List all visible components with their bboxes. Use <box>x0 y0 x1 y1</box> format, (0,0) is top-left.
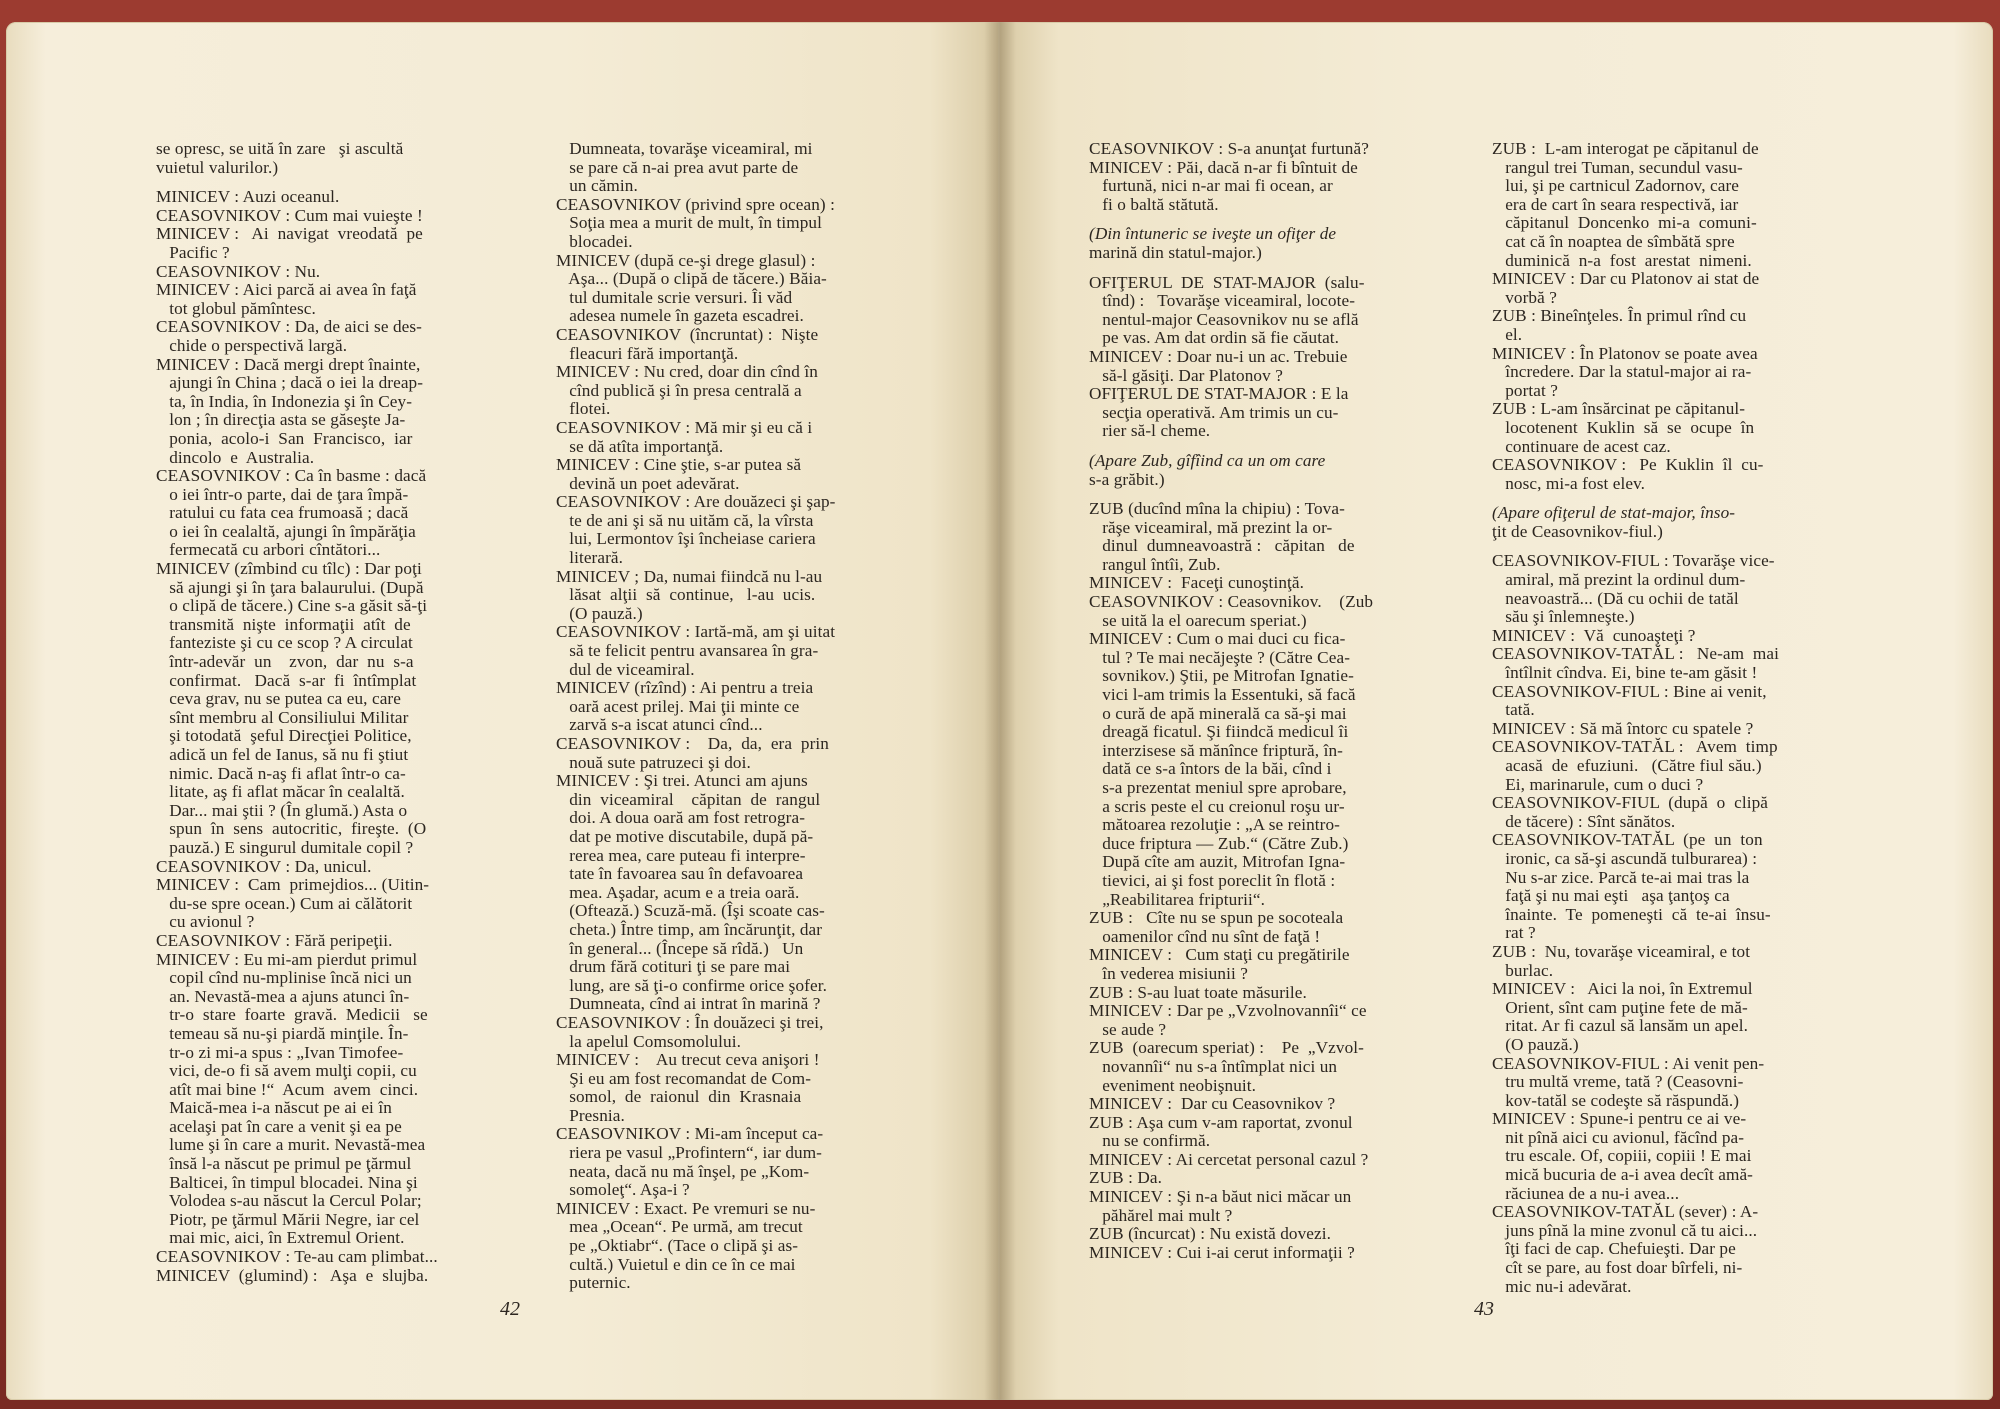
text-line: CEASOVNIKOV : Cum mai vuieşte ! <box>156 205 423 225</box>
text-line: nimic. Dacă n-aş fi aflat într-o ca- <box>156 763 406 783</box>
text-line: CEASOVNIKOV : Pe Kuklin îl cu- <box>1492 455 1764 475</box>
text-line: dinul dumneavoastră : căpitan de <box>1089 536 1355 556</box>
text-line: acasă de efuziuni. (Către fiul său.) <box>1492 756 1762 775</box>
text-line: secţia operativă. Am trimis un cu- <box>1089 402 1339 422</box>
text-line: MINICEV ; Da, numai fiindcă nu l-au <box>556 566 823 586</box>
text-line: Dumneata, tovarăşe viceamiral, mi <box>556 139 813 158</box>
text-line: CEASOVNIKOV-FIUL : Ai venit pen- <box>1492 1053 1765 1073</box>
text-line: din viceamiral căpitan de rangul <box>556 789 821 809</box>
text-line: te de ani şi să nu uităm că, la vîrsta <box>556 510 814 530</box>
page-right <box>999 22 1993 1400</box>
text-line: s-a grăbit.) <box>1089 469 1165 489</box>
text-line: pauză.) E singurul dumitale copil ? <box>156 837 414 857</box>
text-line: Dar... mai ştii ? (În glumă.) Asta o <box>156 800 408 820</box>
text-line: CEASOVNIKOV : Ca în basme : dacă <box>156 466 427 486</box>
text-line: se pare că n-ai prea avut parte de <box>556 157 799 177</box>
text-line: MINICEV (zîmbind cu tîlc) : Dar poţi <box>156 559 422 579</box>
text-line: ironic, ca să-şi ascundă tulburarea) : <box>1492 848 1758 868</box>
left-column-1 <box>156 140 438 1285</box>
text-line: (Din întuneric se iveşte un ofiţer de <box>1089 224 1337 244</box>
text-line: ZUB (încurcat) : Nu există dovezi. <box>1089 1224 1332 1244</box>
text-line: CEASOVNIKOV-FIUL : Bine ai venit, <box>1492 681 1767 701</box>
text-line: CEASOVNIKOV : S-a anunţat furtună? <box>1089 139 1369 158</box>
text-line: MINICEV (după ce-şi drege glasul) : <box>556 250 816 270</box>
text-line: CEASOVNIKOV : Iartă-mă, am şi uitat <box>556 622 836 642</box>
text-line: cheta.) Între timp, am încărunţit, dar <box>556 919 823 939</box>
text-line: el. <box>1492 324 1523 344</box>
text-line: ZUB (ducînd mîna la chipiu) : Tova- <box>1089 499 1345 519</box>
text-line: Aşa... (După o clipă de tăcere.) Băia- <box>556 269 827 289</box>
text-line: tr-o stare foarte gravă. Medicii se <box>156 1005 428 1025</box>
text-line: CEASOVNIKOV : Are douăzeci şi şap- <box>556 492 836 512</box>
text-line: tul dumitale scrie versuri. Îi văd <box>556 287 793 307</box>
text-line: juns pînă la mine zvonul că tu aici... <box>1492 1220 1758 1240</box>
text-line: MINICEV : Exact. Pe vremuri se nu- <box>556 1198 816 1218</box>
text-line: rier să-l cheme. <box>1089 421 1211 441</box>
text-line: însă l-a născut pe primul pe ţărmul <box>156 1154 412 1174</box>
text-line: copil cînd nu-mplinise încă nici un <box>156 968 412 988</box>
text-line: tînd) : Tovarăşe viceamiral, locote- <box>1089 291 1356 311</box>
text-line: CEASOVNIKOV-TATĂL (sever) : A- <box>1492 1202 1759 1222</box>
text-line: MINICEV : Cum o mai duci cu fica- <box>1089 629 1346 649</box>
text-line: MINICEV : Cam primejdios... (Uitin- <box>156 875 430 895</box>
text-line: pe „Oktiabr“. (Tace o clipă şi as- <box>556 1236 799 1256</box>
text-line: cat că în noaptea de sîmbătă spre <box>1492 231 1735 251</box>
text-line: somol, de raionul din Krasnaia <box>556 1087 802 1107</box>
text-line: MINICEV : Au trecut ceva anişori ! <box>556 1050 820 1070</box>
text-line: Presnia. <box>556 1105 625 1125</box>
text-line: să-l găsiţi. Dar Platonov ? <box>1089 365 1283 385</box>
text-line: Nu s-ar zice. Parcă te-ai mai tras la <box>1492 867 1750 887</box>
text-line: drum fără cotituri ţi se pare mai <box>556 957 791 977</box>
text-line: înainte. Te pomeneşti că te-ai însu- <box>1492 904 1771 924</box>
text-line: mea. Aşadar, acum e a treia oară. <box>556 882 800 902</box>
text-line: MINICEV : Aici la noi, în Extremul <box>1492 979 1753 999</box>
text-line: CEASOVNIKOV : Fără peripeţii. <box>156 930 393 950</box>
text-line: ZUB : Cîte nu se spun pe socoteala <box>1089 908 1344 928</box>
text-line: ZUB : S-au luat toate măsurile. <box>1089 982 1307 1002</box>
text-line: litate, aş fi aflat măcar în cealaltă. <box>156 782 405 802</box>
text-line: CEASOVNIKOV : În douăzeci şi trei, <box>556 1012 824 1032</box>
text-line: MINICEV (rîzînd) : Ai pentru a treia <box>556 678 814 698</box>
text-line: puternic. <box>556 1273 631 1293</box>
text-line: să te felicit pentru avansarea în gra- <box>556 641 819 661</box>
text-line: dat pe motive discutabile, după pă- <box>556 826 814 846</box>
text-line: MINICEV : Vă cunoaşteţi ? <box>1492 625 1696 645</box>
text-line: mea „Ocean“. Pe urmă, am trecut <box>556 1217 803 1237</box>
text-line: în vederea misiunii ? <box>1089 963 1248 983</box>
text-line: vorbă ? <box>1492 287 1557 307</box>
right-column-2 <box>1492 140 1779 1296</box>
text-line: o clipă de tăcere.) Cine s-a găsit să-ţi <box>156 596 428 616</box>
text-line: fanteziste şi cu ce scop ? A circulat <box>156 633 413 653</box>
text-line: vici, de-o fi să avem mulţi copii, cu <box>156 1061 417 1081</box>
text-line: rat ? <box>1492 923 1536 943</box>
text-line: CEASOVNIKOV : Da, da, era prin <box>556 734 829 753</box>
text-line: marină din statul-major.) <box>1089 242 1262 262</box>
text-line: duce friptura — Zub.“ (Către Zub.) <box>1089 833 1349 853</box>
page-left <box>6 22 999 1400</box>
text-line: (Apare Zub, gîfîind ca un om care <box>1089 450 1326 470</box>
text-line: nentul-major Ceasovnikov nu se află <box>1089 309 1359 329</box>
text-line: literară. <box>556 548 624 568</box>
text-line: neavoastră... (Dă cu ochii de tatăl <box>1492 588 1739 608</box>
text-line: se dă atîta importanţă. <box>556 436 724 456</box>
text-line: MINICEV : Şi n-a băut nici măcar un <box>1089 1187 1352 1207</box>
text-line: tot globul pămîntesc. <box>156 298 316 318</box>
text-line: MINICEV : Spune-i pentru ce ai ve- <box>1492 1109 1747 1129</box>
text-line: devină un poet adevărat. <box>556 473 740 493</box>
text-line: ZUB : Bineînţeles. În primul rînd cu <box>1492 306 1747 326</box>
text-line: era de cart în seara respectivă, iar <box>1492 194 1739 214</box>
text-line: CEASOVNIKOV : Mi-am început ca- <box>556 1124 824 1144</box>
text-line: întîlnit cîndva. Ei, bine te-am găsit ! <box>1492 663 1758 683</box>
text-line: CEASOVNIKOV : Nu. <box>156 261 321 281</box>
text-line: CEASOVNIKOV : Da, de aici se des- <box>156 317 422 337</box>
text-line: MINICEV : Dar pe „Vzvolnovannîi“ ce <box>1089 1001 1367 1021</box>
text-line: fi o baltă stătută. <box>1089 194 1219 214</box>
text-line: adică un fel de Ianus, să nu fi ştiut <box>156 745 409 764</box>
text-line: Dumneata, cînd ai intrat în marină ? <box>556 994 821 1014</box>
page-number-left: 42 <box>500 1298 520 1320</box>
text-line: CEASOVNIKOV-FIUL : Tovarăşe vice- <box>1492 551 1775 571</box>
text-line: MINICEV : Aici parcă ai avea în faţă <box>156 280 417 300</box>
text-line: CEASOVNIKOV : Ceasovnikov. (Zub <box>1089 592 1374 612</box>
text-line: cît se pare, au fost doar bîrfeli, ni- <box>1492 1258 1743 1278</box>
text-line: nouă sute patruzeci şi doi. <box>556 752 751 772</box>
text-line: într-adevăr un zvon, dar nu s-a <box>156 652 414 672</box>
text-line: cînd publică şi în presa centrală a <box>556 380 802 400</box>
text-line: novannîi“ nu s-a întîmplat nici un <box>1089 1056 1338 1076</box>
text-line: ZUB : Da. <box>1089 1168 1162 1188</box>
text-line: zarvă s-a iscat atunci cînd... <box>556 715 763 735</box>
text-line: nu se confirmă. <box>1089 1131 1211 1151</box>
text-line: tru multă vreme, tată ? (Ceasovni- <box>1492 1072 1744 1092</box>
text-line: dreagă ficatul. Şi fiindcă medicul îi <box>1089 722 1349 742</box>
text-line: rangul întîi, Zub. <box>1089 554 1221 574</box>
text-line: MINICEV : Nu cred, doar din cînd în <box>556 362 818 382</box>
text-line: CEASOVNIKOV : Mă mir şi eu că i <box>556 417 813 437</box>
text-line: să ajungi şi în ţara balaurului. (După <box>156 577 424 597</box>
text-line: MINICEV : Dar cu Ceasovnikov ? <box>1089 1094 1336 1114</box>
text-line: eveniment neobişnuit. <box>1089 1075 1257 1095</box>
text-line: tul ? Te mai necăjeşte ? (Către Cea- <box>1089 647 1351 667</box>
text-line: mică bucuria de a-i avea decît amă- <box>1492 1165 1753 1185</box>
text-line: blocadei. <box>556 231 633 251</box>
text-line: se opresc, se uită în zare şi ascultă <box>156 139 404 158</box>
text-line: mai mic, aici, în Extremul Orient. <box>156 1228 405 1248</box>
text-line: lui, şi pe cartnicul Zadornov, care <box>1492 176 1740 196</box>
text-line: ponia, acolo-i San Francisco, iar <box>156 428 413 448</box>
text-line: (Apare ofiţerul de stat-major, înso- <box>1492 503 1736 523</box>
text-line: MINICEV : Dacă mergi drept înainte, <box>156 354 421 374</box>
text-line: lung, are să ţi-o confirme orice şofer. <box>556 975 827 995</box>
text-line: lon ; în direcţia asta se găseşte Ja- <box>156 410 406 430</box>
text-line: atît mai bine !“ Acum avem cinci. <box>156 1079 419 1099</box>
text-line: pe vas. Am dat ordin să fie căutat. <box>1089 328 1340 348</box>
text-line: sovnikov.) Ştii, pe Mitrofan Ignatie- <box>1089 666 1354 686</box>
text-line: „Reabilitarea fripturii“. <box>1089 889 1266 909</box>
text-line: cultă.) Vuietul e din ce în ce mai <box>556 1254 796 1274</box>
text-line: MINICEV : Doar nu-i un ac. Trebuie <box>1089 346 1348 366</box>
text-line: MINICEV : Eu mi-am pierdut primul <box>156 949 418 969</box>
text-line: CEASOVNIKOV-TATĂL : Avem timp <box>1492 737 1778 757</box>
text-line: mătoarea rezoluţie : „A se reintro- <box>1089 815 1340 835</box>
text-line: de tăcere) : Sînt sănătos. <box>1492 811 1676 831</box>
text-line: neata, dacă nu mă înşel, pe „Kom- <box>556 1161 810 1181</box>
text-line: MINICEV : Auzi oceanul. <box>156 187 340 207</box>
text-line: CEASOVNIKOV-TATĂL : Ne-am mai <box>1492 644 1779 664</box>
text-line: ZUB : Nu, tovarăşe viceamiral, e tot <box>1492 941 1751 961</box>
text-line: dul de viceamiral. <box>556 659 695 679</box>
text-line: MINICEV : Păi, dacă n-ar fi bîntuit de <box>1089 157 1358 177</box>
text-line: Şi eu am fost recomandat de Com- <box>556 1068 812 1088</box>
text-line: flotei. <box>556 399 611 419</box>
left-column-2 <box>556 140 835 1293</box>
text-line: MINICEV : Faceţi cunoştinţă. <box>1089 573 1305 593</box>
text-line: Ei, marinarule, cum o duci ? <box>1492 774 1704 794</box>
text-line: ZUB : L-am interogat pe căpitanul de <box>1492 139 1759 158</box>
text-line: şi totodată şeful Direcţiei Politice, <box>156 726 412 746</box>
text-line: MINICEV : Cum staţi cu pregătirile <box>1089 945 1350 965</box>
text-line: CEASOVNIKOV (încruntat) : Nişte <box>556 324 819 344</box>
text-line: ZUB : L-am însărcinat pe căpitanul- <box>1492 399 1746 419</box>
text-line: tievici, ai şi fost poreclit în flotă : <box>1089 870 1336 890</box>
text-line: se uită la el oarecum speriat.) <box>1089 610 1307 630</box>
text-line: interzisese să mănînce friptură, în- <box>1089 740 1343 760</box>
text-line: (O pauză.) <box>1492 1034 1579 1054</box>
text-line: CEASOVNIKOV : Da, unicul. <box>156 856 372 876</box>
text-line: CEASOVNIKOV : Te-au cam plimbat... <box>156 1247 438 1267</box>
text-line: rangul trei Tuman, secundul vasu- <box>1492 157 1743 177</box>
text-line: ZUB (oarecum speriat) : Pe „Vzvol- <box>1089 1038 1364 1058</box>
text-line: tată. <box>1492 700 1535 720</box>
text-line: du-se spre ocean.) Cum ai călătorit <box>156 893 413 913</box>
text-line: tr-o zi mi-a spus : „Ivan Timofee- <box>156 1042 404 1062</box>
text-line: MINICEV : Şi trei. Atunci am ajuns <box>556 771 808 791</box>
page-number-right: 43 <box>1474 1298 1494 1320</box>
text-line: (O pauză.) <box>556 603 643 623</box>
text-line: nosc, mi-a fost elev. <box>1492 473 1646 493</box>
text-line: spun în sens autocritic, fireşte. (O <box>156 819 427 839</box>
text-line: oară acest prilej. Mai ţii minte ce <box>556 696 800 716</box>
text-line: După cîte am auzit, Mitrofan Igna- <box>1089 852 1346 872</box>
text-line: oamenilor cînd nu sînt de faţă ! <box>1089 926 1321 946</box>
text-line: cu avionul ? <box>156 912 255 932</box>
text-line: Balticei, în timpul blocadei. Nina şi <box>156 1172 418 1192</box>
text-line: un cămin. <box>556 176 638 196</box>
text-line: dată ce s-a întors de la băi, cînd i <box>1089 759 1332 779</box>
text-line: somoleţ“. Aşa-i ? <box>556 1180 690 1200</box>
text-line: amiral, mă prezint la ordinul dum- <box>1492 570 1746 590</box>
text-line: adesea numele în gazeta escadrei. <box>556 306 804 326</box>
text-line: fermecată cu arbori cîntători... <box>156 540 381 560</box>
text-line <box>1089 263 1373 274</box>
text-line: căpitanul Doncenko mi-a comuni- <box>1492 213 1757 233</box>
text-line: MINICEV : Ai cercetat personal cazul ? <box>1089 1149 1369 1169</box>
text-line: OFIŢERUL DE STAT-MAJOR (salu- <box>1089 272 1365 292</box>
text-line: lui, Lermontov îşi încheiase cariera <box>556 529 816 549</box>
text-line: doi. A doua oară am fost retrogra- <box>556 808 806 828</box>
text-line: ritat. Ar fi cazul să lansăm un apel. <box>1492 1016 1748 1036</box>
text-line: CEASOVNIKOV-FIUL (după o clipă <box>1492 793 1769 813</box>
text-line: dincolo e Australia. <box>156 447 315 467</box>
text-line: confirmat. Dacă s-ar fi întîmplat <box>156 670 417 690</box>
text-line: MINICEV : Dar cu Platonov ai stat de <box>1492 269 1760 289</box>
right-column-1 <box>1089 140 1373 1262</box>
text-line: locotenent Kuklin să se ocupe în <box>1492 417 1755 437</box>
text-line: transmită nişte informaţii atît de <box>156 614 411 634</box>
text-line: rerea mea, care puteau fi interpre- <box>556 845 806 865</box>
text-line: vici l-am trimis la Essentuki, să facă <box>1089 685 1356 705</box>
text-line: continuare de acest caz. <box>1492 436 1671 456</box>
text-line: MINICEV : În Platonov se poate avea <box>1492 343 1758 363</box>
text-line: o cură de apă minerală ca să-şi mai <box>1089 703 1347 723</box>
text-line: la apelul Comsomolului. <box>556 1031 741 1051</box>
text-line: răciunea de a nu-i avea... <box>1492 1183 1680 1203</box>
text-line: fleacuri fără importanţă. <box>556 343 739 363</box>
text-line: Pacific ? <box>156 242 230 262</box>
text-line: MINICEV : Ai navigat vreodată pe <box>156 224 423 244</box>
text-line: Volodea s-au născut la Cercul Polar; <box>156 1191 422 1211</box>
text-line: sînt membru al Consiliului Militar <box>156 707 409 727</box>
text-line: îţi faci de cap. Chefuieşti. Dar pe <box>1492 1239 1736 1259</box>
text-line: Orient, sînt cam puţine fete de mă- <box>1492 997 1748 1017</box>
text-line: chide o perspectivă largă. <box>156 335 348 355</box>
text-line: o iei într-o parte, dai de ţara împă- <box>156 484 409 504</box>
text-line: ţit de Ceasovnikov-fiul.) <box>1492 521 1664 541</box>
text-line: se aude ? <box>1089 1019 1167 1039</box>
text-line: Soţia mea a murit de mult, în timpul <box>556 213 822 233</box>
text-line: CEASOVNIKOV-TATĂL (pe un ton <box>1492 830 1763 850</box>
text-line: an. Nevastă-mea a ajuns atunci în- <box>156 986 410 1006</box>
text-line: riera pe vasul „Profintern“, iar dum- <box>556 1143 823 1163</box>
text-line: s-a prezentat meniul spre aprobare, <box>1089 778 1347 797</box>
text-line: (Oftează.) Scuză-mă. (Îşi scoate cas- <box>556 901 825 921</box>
text-line: duminică n-a fost arestat nimeni. <box>1492 250 1752 270</box>
text-line: MINICEV : Să mă întorc cu spatele ? <box>1492 718 1754 738</box>
text-line: portat ? <box>1492 380 1559 400</box>
text-line: ajungi în China ; dacă o iei la dreap- <box>156 373 424 393</box>
text-line: mic nu-i adevărat. <box>1492 1276 1632 1296</box>
text-line: în general... (Începe să rîdă.) Un <box>556 938 804 958</box>
text-line: o iei în cealaltă, ajungi în împărăţia <box>156 521 416 541</box>
text-line: său şi înlemneşte.) <box>1492 607 1635 627</box>
text-line: ta, în India, în Indonezia şi în Cey- <box>156 391 413 411</box>
text-line: tate în favoarea sau în defavoarea <box>556 864 804 884</box>
text-line: OFIŢERUL DE STAT-MAJOR : E la <box>1089 384 1349 404</box>
book-gutter <box>984 22 1016 1400</box>
text-line: acelaşi pat în care a venit şi ea pe <box>156 1116 402 1136</box>
text-line: temeau să nu-şi piardă minţile. În- <box>156 1023 409 1043</box>
text-line: Piotr, pe ţărmul Mării Negre, iar cel <box>156 1209 420 1229</box>
text-line: Maică-mea i-a născut pe ai ei în <box>156 1098 392 1118</box>
text-line: kov-tatăl se codeşte să răspundă.) <box>1492 1090 1740 1110</box>
text-line: a scris peste el cu creionul roşu ur- <box>1089 796 1345 816</box>
text-line: lume şi în care a murit. Nevastă-mea <box>156 1135 426 1155</box>
text-line: tru escale. Of, copiii, copiii ! E mai <box>1492 1146 1752 1166</box>
text-line: furtună, nici n-ar mai fi ocean, ar <box>1089 176 1333 196</box>
text-line: MINICEV : Cine ştie, s-ar putea să <box>556 455 802 475</box>
text-line: burlac. <box>1492 960 1554 980</box>
text-line: vuietul valurilor.) <box>156 157 279 177</box>
text-line: răşe viceamiral, mă prezint la or- <box>1089 517 1333 537</box>
text-line: păhărel mai mult ? <box>1089 1205 1233 1225</box>
text-line: nit pînă aici cu avionul, făcînd pa- <box>1492 1127 1745 1147</box>
text-line: ratului cu fata cea frumoasă ; dacă <box>156 503 409 523</box>
text-line: CEASOVNIKOV (privind spre ocean) : <box>556 194 835 214</box>
text-line: MINICEV (glumind) : Aşa e slujba. <box>156 1265 429 1285</box>
text-line: ZUB : Aşa cum v-am raportat, zvonul <box>1089 1112 1353 1132</box>
text-line: lăsat alţii să continue, l-au ucis. <box>556 585 816 605</box>
text-line: ceva grav, nu se putea ca eu, care <box>156 689 401 709</box>
text-line: încredere. Dar la statul-major ai ra- <box>1492 362 1752 382</box>
text-line: MINICEV : Cui i-ai cerut informaţii ? <box>1089 1242 1355 1262</box>
text-line: faţă şi nu mai eşti aşa ţanţoş ca <box>1492 886 1730 906</box>
